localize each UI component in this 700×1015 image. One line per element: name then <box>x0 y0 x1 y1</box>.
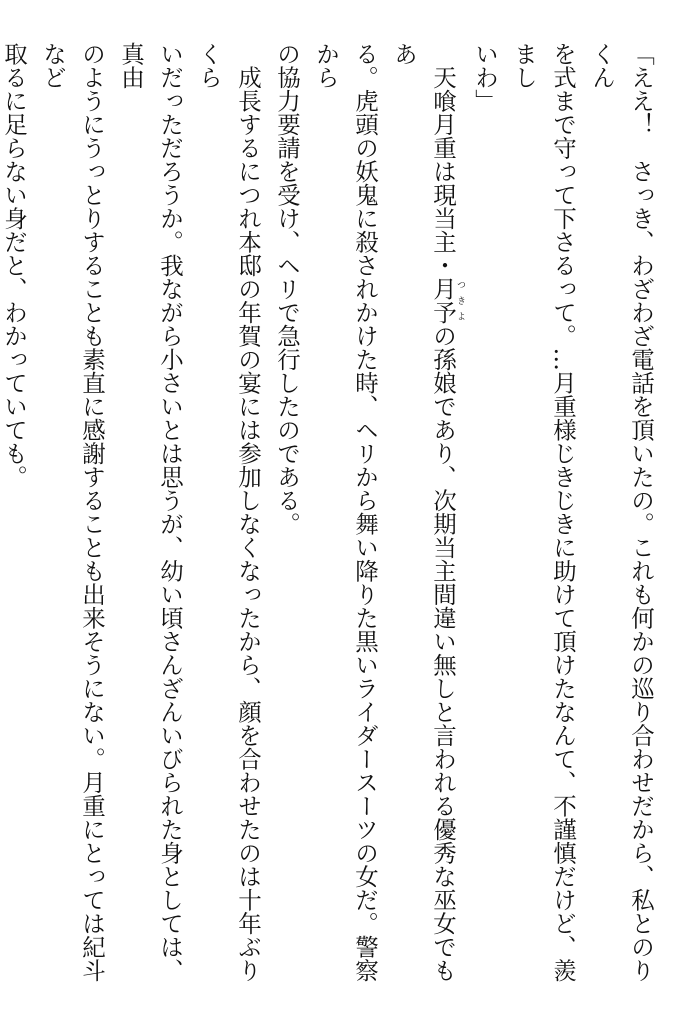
ruby-tsukiyo-base: 月予 <box>429 277 457 324</box>
text-line-10: 取るに足らない身だと、わかっていても。 <box>0 42 28 489</box>
ruby-tsukiyo <box>429 277 465 324</box>
text-line-2: を式まで守って下さるって。…月重様じきじきに助けて頂けたなんて、不謹慎だけど、羨まし <box>510 42 577 982</box>
text-line-3: いわ」 <box>471 42 499 113</box>
text-line-7: 成長するにつれ本邸の年賀の宴には参加しなくなったから、顔を合わせたのは十年ぶりくら <box>195 42 262 982</box>
text-line-5: る。虎頭の妖鬼に殺されかけた時、ヘリから舞い降りた黒いライダースーツの女だ。警察から <box>312 42 379 982</box>
text-line-4 <box>384 42 465 982</box>
text-line-9: のようにうっとりすることも素直に感謝することも出来そうにない。月重にとっては紀斗など <box>39 42 106 982</box>
text-line-4-tail: の孫娘であり、次期当主間違い無しと言われる優秀な巫女でもあ <box>390 42 457 982</box>
text-line-4-head: 天喰月重は現当主・ <box>429 42 457 277</box>
text-line-8: いだっただろうか。我ながら小さいとは思うが、幼い頃さんざんいびられた身としては、真由 <box>117 42 184 982</box>
text-line-6: の協力要請を受け、ヘリで急行したのである。 <box>273 42 301 536</box>
vertical-text-block <box>0 42 660 982</box>
text-line-1: 「ええ！ さっき、わざわざ電話を頂いたの。これも何かの巡り合わせだから、私とのりくん <box>588 42 655 982</box>
ruby-tsukiyo-reading: つきよ <box>455 277 465 324</box>
